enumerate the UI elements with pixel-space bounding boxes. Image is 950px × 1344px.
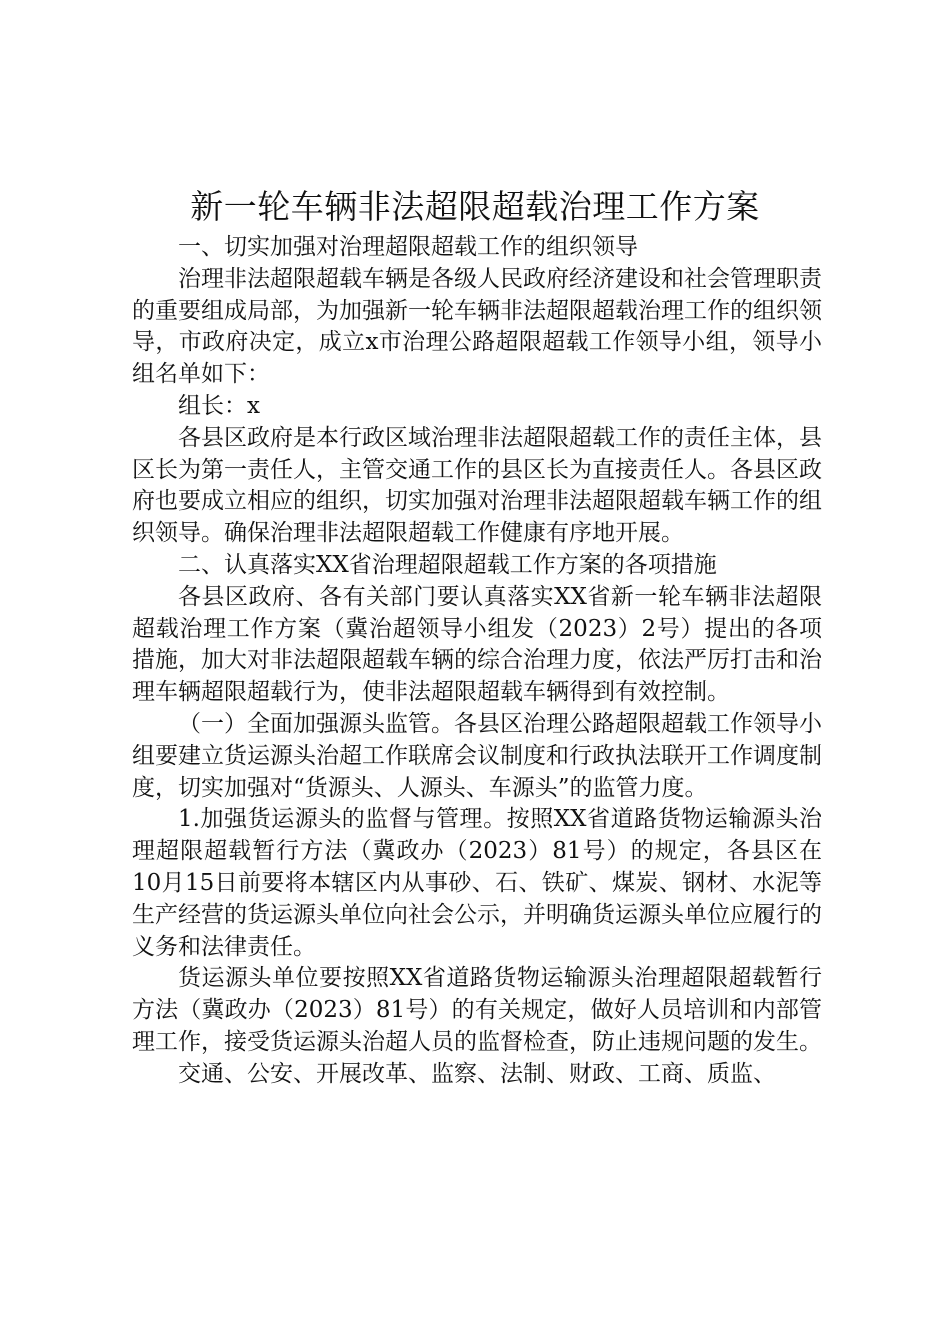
- paragraph: 货运源头单位要按照XX省道路货物运输源头治理超限超载暂行方法（冀政办（2023）81号）的有关规定，做好人员培训和内部管理工作，接受货运源头治超人员的监督检查，防止违规问题的发生。: [132, 965, 822, 1055]
- section-heading-2: 二、认真落实XX省治理超限超载工作方案的各项措施: [178, 551, 717, 578]
- paragraph: 各县区政府是本行政区域治理非法超限超载工作的责任主体，县区长为第一责任人，主管交通工作的县区长为直接责任人。各县区政府也要成立相应的组织，切实加强对治理非法超限超载车辆工作的组织领导。确保治理非法超限超载工作健康有序地开展。: [132, 424, 822, 547]
- paragraph: 1.加强货运源头的监督与管理。按照XX省道路货物运输源头治理超限超载暂行方法（冀政办（2023）81号）的规定，各县区在10月15日前要将本辖区内从事砂、石、铁矿、煤炭、钢材、水泥等生产经营的货运源头单位向社会公示，并明确货运源头单位应履行的义务和法律责任。: [132, 806, 822, 960]
- paragraph: 交通、公安、开展改革、监察、法制、财政、工商、质监、: [178, 1060, 776, 1087]
- document-body: [132, 232, 822, 1091]
- paragraph: （一）全面加强源头监管。各县区治理公路超限超载工作领导小组要建立货运源头治超工作联席会议制度和行政执法联开工作调度制度，切实加强对“货源头、人源头、车源头”的监管力度。: [132, 710, 822, 801]
- section-heading-1: 一、切实加强对治理超限超载工作的组织领导: [178, 234, 638, 260]
- paragraph: 各县区政府、各有关部门要认真落实XX省新一轮车辆非法超限超载治理工作方案（冀治超领导小组发（2023）2号）提出的各项措施，加大对非法超限超载车辆的综合治理力度，依法严厉打击和治理车辆超限超载行为，使非法超限超载车辆得到有效控制。: [132, 583, 822, 706]
- paragraph: 治理非法超限超载车辆是各级人民政府经济建设和社会管理职责的重要组成局部，为加强新一轮车辆非法超限超载治理工作的组织领导，市政府决定，成立x市治理公路超限超载工作领导小组，领导小组名单如下：: [132, 265, 822, 388]
- paragraph: 组长：x: [178, 392, 260, 419]
- document-title: 新一轮车辆非法超限超载治理工作方案: [190, 187, 760, 226]
